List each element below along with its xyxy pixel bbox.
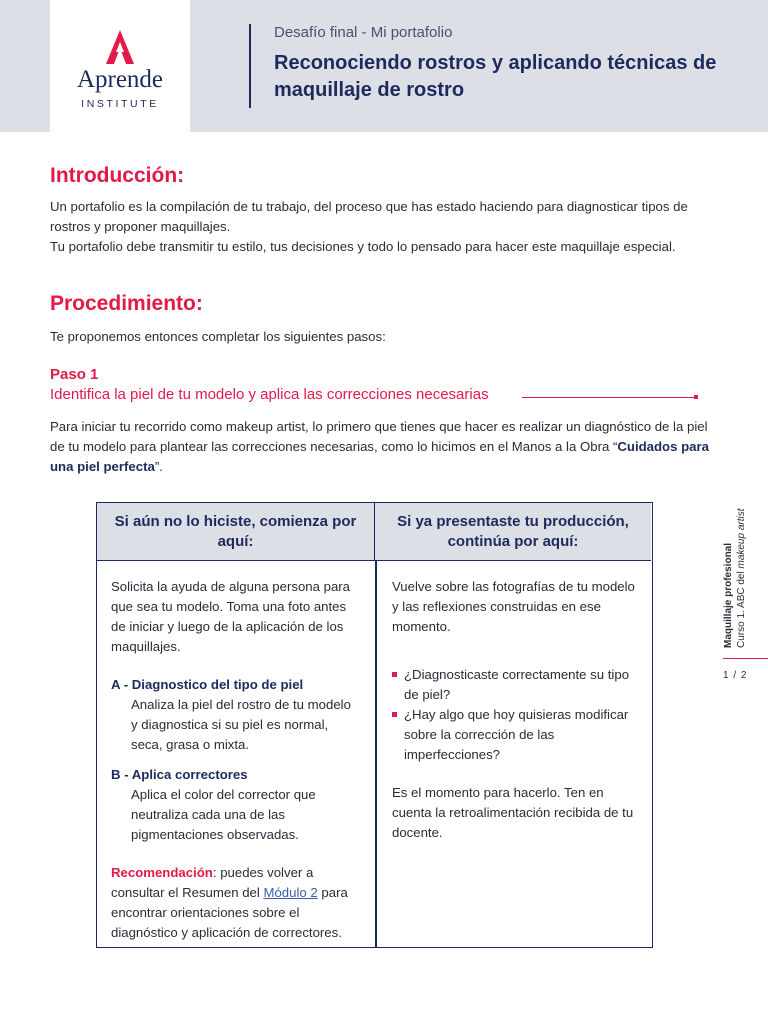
table-header-right: Si ya presentaste tu producción, continúa por aquí: — [375, 503, 651, 561]
sidebar-rule — [723, 658, 768, 659]
table-header-left: Si aún no lo hiciste, comienza por aquí: — [97, 503, 375, 561]
table-column-divider — [375, 561, 377, 947]
course-subtitle-start: Curso 1. ABC del — [736, 568, 747, 648]
module-2-link[interactable]: Módulo 2 — [263, 885, 318, 900]
header-divider — [249, 24, 251, 108]
step-body-end: ”. — [154, 459, 163, 474]
step-rule — [522, 397, 696, 398]
page-title: Reconociendo rostros y aplicando técnicas de maquillaje de rostro — [274, 52, 717, 101]
item-a-title: A - Diagnostico del tipo de piel — [111, 677, 304, 692]
instructions-table — [96, 502, 653, 948]
item-b-body: Aplica el color del corrector que neutraliza cada una de las pigmentaciones observadas. — [131, 787, 316, 842]
item-a-body: Analiza la piel del rostro de tu modelo y diagnostica si su piel es normal, seca, grasa o mixta. — [131, 697, 351, 752]
course-name: Maquillaje profesional — [723, 542, 734, 648]
recommendation — [111, 863, 361, 943]
table-cell-left — [111, 577, 361, 943]
step-body-bold: Cuidados para una piel perfecta — [50, 439, 709, 474]
header-kicker: Desafío final - Mi portafolio — [274, 24, 453, 41]
page-header — [0, 0, 768, 132]
procedure-lead: Te proponemos entonces completar los siguientes pasos: — [50, 329, 386, 344]
step-subtitle: Identifica la piel de tu modelo y aplica las correcciones necesarias — [50, 386, 489, 403]
course-sidebar-label — [722, 488, 748, 648]
left-intro: Solicita la ayuda de alguna persona para que sea tu modelo. Toma una foto antes de iniciar y luego de la aplicación de los maquillajes. — [111, 579, 351, 654]
logo — [50, 0, 190, 132]
page-number: 1 / 2 — [723, 670, 748, 681]
step-rule-end — [694, 395, 698, 399]
step-label: Paso 1 — [50, 366, 99, 383]
logo-name: Aprende — [76, 66, 164, 93]
table-cell-right — [392, 577, 642, 843]
logo-subtitle: INSTITUTE — [81, 98, 159, 110]
course-subtitle-italic: makeup artist — [736, 508, 747, 569]
bullet-item-2: ¿Hay algo que hoy quisieras modificar sobre la corrección de las imperfecciones? — [392, 705, 642, 765]
recommendation-label: Recomendación — [111, 865, 213, 880]
course-subtitle — [735, 488, 748, 648]
right-outro: Es el momento para hacerlo. Ten en cuenta la retroalimentación recibida de tu docente. — [392, 785, 634, 840]
aprende-logo-icon — [102, 28, 138, 68]
procedure-heading: Procedimiento: — [50, 292, 203, 315]
bullet-item-1: ¿Diagnosticaste correctamente su tipo de piel? — [392, 665, 642, 705]
step-body-start: Para iniciar tu recorrido como makeup artist, lo primero que tienes que hacer es realizar un diagnóstico de la piel de tu modelo para plantear las correcciones necesarias, como lo hicimos en el Manos a la Obra “ — [50, 419, 708, 454]
recommendation-text-2: para encontrar orientaciones sobre el diagnóstico y aplicación de correctores. — [111, 885, 348, 940]
step-body-paragraph — [50, 417, 710, 477]
step-body — [50, 417, 710, 477]
item-b-title: B - Aplica correctores — [111, 767, 248, 782]
intro-paragraph-2: Tu portafolio debe transmitir tu estilo, tus decisiones y todo lo pensado para hacer este maquillaje especial. — [50, 239, 676, 254]
intro-heading: Introducción: — [50, 164, 185, 187]
right-intro: Vuelve sobre las fotografías de tu modelo y las reflexiones construidas en ese momento. — [392, 579, 635, 634]
intro-text — [50, 197, 710, 257]
recommendation-text-1: : puedes volver a consultar el Resumen del — [111, 865, 314, 900]
intro-paragraph-1: Un portafolio es la compilación de tu trabajo, del proceso que has estado haciendo para diagnosticar tipos de rostros y proponer maquillajes. — [50, 199, 688, 234]
